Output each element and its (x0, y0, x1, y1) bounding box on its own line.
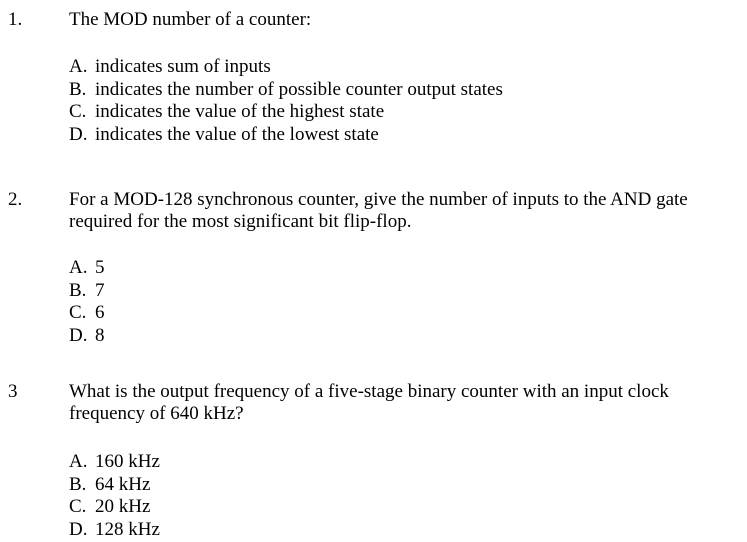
option-letter: B. (69, 279, 87, 301)
answer-option (69, 519, 160, 542)
answer-option (69, 257, 105, 280)
option-text: 6 (95, 302, 105, 323)
option-text: indicates the value of the highest state (95, 101, 385, 122)
option-letter: D. (69, 324, 88, 346)
option-letter: B. (69, 78, 87, 100)
question-text: What is the output frequency of a five-stage binary counter with an input clock frequency of 640 kHz? (69, 381, 669, 424)
question-number: 1. (8, 9, 23, 30)
answer-options (69, 451, 160, 541)
question-text: For a MOD-128 synchronous counter, give the number of inputs to the AND gate required for the most significant bit flip-flop. (69, 189, 688, 232)
answer-option (69, 101, 503, 124)
option-text: 7 (95, 279, 105, 301)
option-text: 64 kHz (95, 473, 151, 495)
option-letter: C. (69, 496, 87, 517)
answer-option (69, 302, 105, 325)
option-letter: D. (69, 123, 88, 145)
answer-option (69, 325, 105, 348)
option-text: 5 (95, 257, 105, 278)
option-text: 20 kHz (95, 496, 151, 517)
answer-option (69, 474, 160, 497)
option-text: indicates the number of possible counter output states (95, 78, 503, 100)
option-letter: C. (69, 101, 87, 122)
answer-option (69, 124, 503, 147)
answer-option (69, 56, 503, 79)
answer-option (69, 451, 160, 474)
option-letter: A. (69, 451, 88, 472)
option-letter: C. (69, 302, 87, 323)
option-text: indicates sum of inputs (95, 56, 271, 77)
answer-option (69, 280, 105, 303)
option-letter: A. (69, 257, 88, 278)
option-text: 8 (95, 324, 105, 346)
question-number: 3 (8, 381, 18, 402)
answer-option (69, 496, 160, 519)
question-number: 2. (8, 189, 23, 210)
option-text: 128 kHz (95, 518, 160, 540)
option-text: 160 kHz (95, 451, 160, 472)
option-letter: D. (69, 518, 88, 540)
question-text: The MOD number of a counter: (69, 9, 312, 30)
option-letter: A. (69, 56, 88, 77)
answer-options (69, 257, 105, 347)
answer-options (69, 56, 503, 146)
option-letter: B. (69, 473, 87, 495)
option-text: indicates the value of the lowest state (95, 123, 379, 145)
answer-option (69, 79, 503, 102)
